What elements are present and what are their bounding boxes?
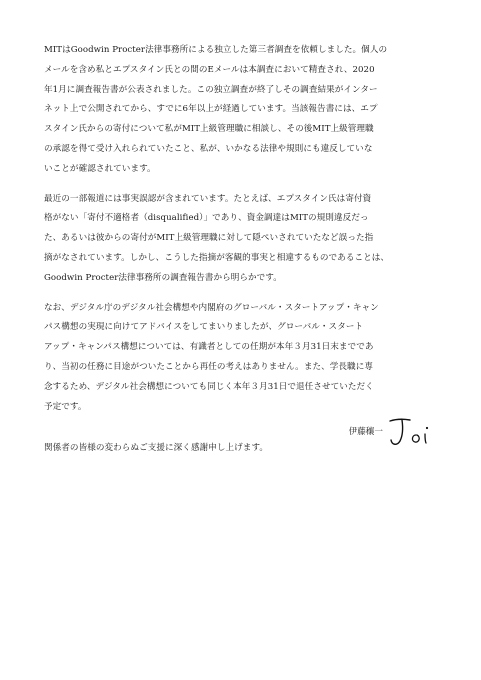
text-line: いことが確認されています。 <box>44 163 156 174</box>
paragraph-investigation <box>44 41 440 180</box>
text-line: 関係者の皆様の変わらぬご支援に深く感謝申し上げます。 <box>44 443 269 454</box>
signature-block <box>349 416 437 448</box>
paragraph-misreporting <box>44 190 440 289</box>
text-line: た、あるいは彼からの寄付がMIT上級管理職に対して隠ぺいされていたなど誤った指 <box>44 233 374 244</box>
text-line: なお、デジタル庁のデジタル社会構想や内閣府のグローバル・スタートアップ・キャン <box>44 302 379 313</box>
text-line: 年1月に調査報告書が公表されました。この独立調査が終了しその調査結果がインター <box>44 84 378 95</box>
text-line: 念するため、デジタル社会構想についても同じく本年３月31日で退任させていただく <box>44 381 374 392</box>
text-line: MITはGoodwin Procter法律事務所による独立した第三者調査を依頼しました。個人の <box>44 45 388 55</box>
text-line: 格がない「寄付不適格者（disqualified）」であり、資金調達はMITの規則違反だっ <box>44 213 369 224</box>
text-line: 予定です。 <box>44 401 87 412</box>
text-line: アップ・キャンパス構想については、有識者としての任期が本年３月31日末までであ <box>44 342 374 353</box>
text-line: の承認を得て受け入れられていたこと、私が、いかなる法律や規則にも違反していな <box>44 143 373 154</box>
text-line: り、当初の任務に目途がついたことから再任の考えはありません。また、学長職に専 <box>44 361 373 372</box>
letter-body <box>44 41 440 469</box>
text-line: スタイン氏からの寄付について私がMIT上級管理職に相談し、その後MIT上級管理職 <box>44 124 374 135</box>
text-line: ネット上で公開されてから、すでに6年以上が経過しています。当該報告書には、エプ <box>44 104 378 115</box>
text-line: 最近の一部報道には事実誤認が含まれています。たとえば、エプスタイン氏は寄付資 <box>44 193 372 204</box>
text-line: 摘がなされています。しかし、こうした指摘が客観的事実と相違するものであることは、 <box>44 252 390 263</box>
text-line: メールを含め私とエプスタイン氏との間のEメールは本調査において精査され、2020 <box>44 64 375 75</box>
paragraph-resignation <box>44 299 440 418</box>
handwritten-signature <box>387 416 437 448</box>
signer-name: 伊藤穰一 <box>348 427 383 437</box>
text-line: パス構想の実現に向けてアドバイスをしてまいりましたが、グローバル・スタート <box>44 322 364 333</box>
text-line: Goodwin Procter法律事務所の調査報告書から明らかです。 <box>44 272 282 283</box>
